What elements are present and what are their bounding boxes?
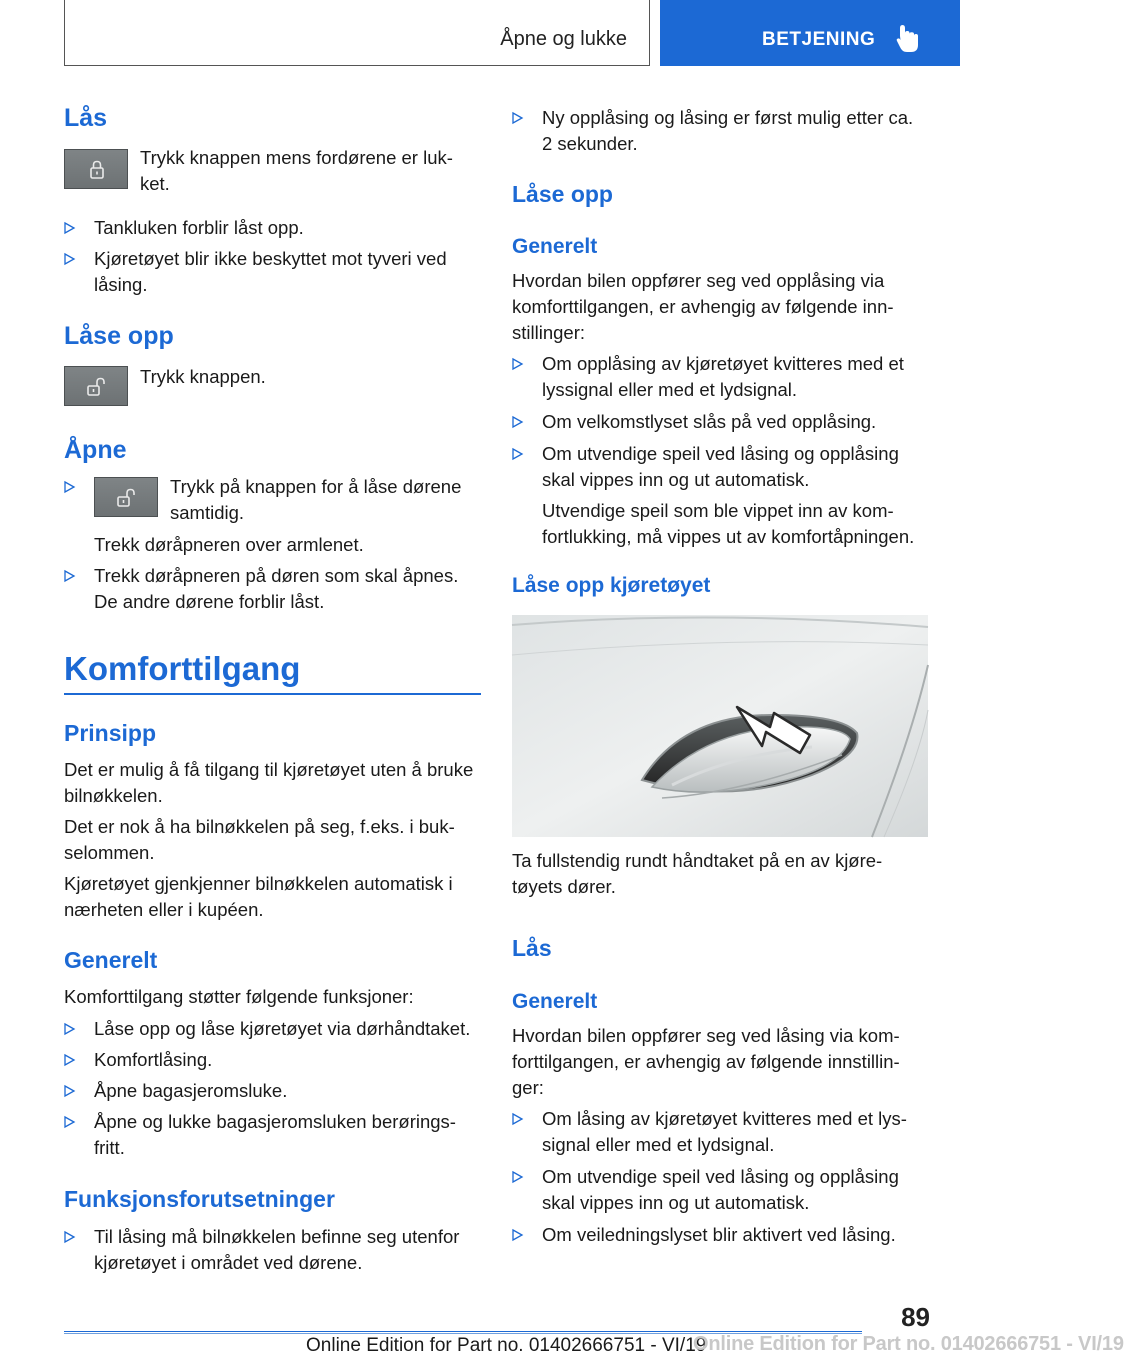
komforttilgang-heading: Komforttilgang bbox=[64, 650, 301, 687]
aapne-heading: Åpne bbox=[64, 436, 127, 464]
triangle-right-icon bbox=[512, 1229, 523, 1241]
generelt-text: Hvordan bilen oppfører seg ved opplåsing via komforttilgangen, er avhengig av følgende inn-stillinger: bbox=[512, 270, 894, 343]
unlock-button-image bbox=[64, 366, 128, 406]
triangle-right-icon bbox=[512, 112, 523, 124]
prinsipp-paragraph: Det er nok å ha bilnøkkelen på seg, f.eks. i buk-selommen. bbox=[64, 816, 455, 863]
lock-open-icon bbox=[85, 375, 109, 399]
door-handle-photo bbox=[512, 615, 928, 837]
triangle-right-icon bbox=[64, 1085, 75, 1097]
triangle-right-icon bbox=[512, 448, 523, 460]
prinsipp-paragraph: Det er mulig å få tilgang til kjøretøyet uten å bruke bilnøkkelen. bbox=[64, 759, 474, 806]
laase-opp-heading: Låse opp bbox=[64, 322, 174, 350]
laas-heading: Lås bbox=[64, 104, 108, 132]
generelt-heading: Generelt bbox=[512, 990, 598, 1013]
lock-button-image bbox=[64, 149, 128, 189]
triangle-right-icon bbox=[64, 253, 75, 265]
unlock-button-image bbox=[94, 477, 158, 517]
photo-caption: Ta fullstendig rundt håndtaket på en av kjøre-tøyets dører. bbox=[512, 850, 883, 897]
generelt-note: Utvendige speil som ble vippet inn av kom-fortlukking, må vippes ut av komfortåpningen. bbox=[542, 500, 915, 547]
triangle-right-icon bbox=[64, 222, 75, 234]
generelt-text: Komforttilgang støtter følgende funksjoner: bbox=[64, 986, 414, 1007]
triangle-right-icon bbox=[512, 1113, 523, 1125]
list-item-text: Tankluken forblir låst opp. bbox=[94, 217, 304, 238]
triangle-right-icon bbox=[512, 358, 523, 370]
generelt-heading: Generelt bbox=[64, 947, 158, 973]
pointing-hand-icon bbox=[896, 24, 922, 54]
laase-opp-heading: Låse opp bbox=[512, 181, 613, 207]
laas-text: Trykk knappen mens fordørene er luk-ket. bbox=[140, 147, 453, 194]
page-number: 89 bbox=[901, 1302, 930, 1332]
section-title-box bbox=[64, 0, 650, 66]
list-item-text: Ny opplåsing og låsing er først mulig etter ca. 2 sekunder. bbox=[542, 107, 914, 154]
triangle-right-icon bbox=[64, 1054, 75, 1066]
lock-closed-icon bbox=[85, 158, 109, 182]
laase-opp-kjoretoy-heading: Låse opp kjøretøyet bbox=[512, 574, 711, 597]
prinsipp-heading: Prinsipp bbox=[64, 720, 157, 746]
list-item-text: Om veiledningslyset blir aktivert ved låsing. bbox=[542, 1224, 896, 1245]
lock-open-icon bbox=[115, 486, 139, 510]
chapter-tab[interactable] bbox=[660, 0, 960, 66]
list-item-text: Til låsing må bilnøkkelen befinne seg utenfor kjøretøyet i området ved dørene. bbox=[94, 1226, 460, 1273]
footer-rule bbox=[64, 1331, 862, 1332]
list-item-text: Om låsing av kjøretøyet kvitteres med et lys-signal eller med et lydsignal. bbox=[542, 1108, 907, 1155]
triangle-right-icon bbox=[512, 416, 523, 428]
aapne-bullet1-text: Trykk på knappen for å låse dørene samtidig. bbox=[170, 476, 462, 523]
triangle-right-icon bbox=[512, 1171, 523, 1183]
funksjonsforutsetninger-heading: Funksjonsforutsetninger bbox=[64, 1186, 335, 1212]
list-item-text: Om utvendige speil ved låsing og opplåsing skal vippes inn og ut automatisk. bbox=[542, 1166, 899, 1213]
laase-opp-text: Trykk knappen. bbox=[140, 366, 266, 387]
generelt-text: Hvordan bilen oppfører seg ved låsing via kom-forttilgangen, er avhengig av følgende innstillin-ger: bbox=[512, 1025, 900, 1098]
section-title: Åpne og lukke bbox=[500, 28, 627, 50]
triangle-right-icon bbox=[64, 570, 75, 582]
list-item-text: Om velkomstlyset slås på ved opplåsing. bbox=[542, 411, 877, 432]
triangle-right-icon bbox=[64, 481, 75, 493]
list-item-text: Trekk døråpneren på døren som skal åpnes. De andre dørene forblir låst. bbox=[94, 565, 459, 612]
list-item-text: Komfortlåsing. bbox=[94, 1049, 213, 1070]
heading-rule bbox=[64, 693, 481, 695]
generelt-heading: Generelt bbox=[512, 235, 598, 258]
prinsipp-paragraph: Kjøretøyet gjenkjenner bilnøkkelen automatisk i nærheten eller i kupéen. bbox=[64, 873, 453, 920]
triangle-right-icon bbox=[64, 1023, 75, 1035]
list-item-text: Om opplåsing av kjøretøyet kvitteres med et lyssignal eller med et lydsignal. bbox=[542, 353, 904, 400]
aapne-bullet1-continuation: Trekk døråpneren over armlenet. bbox=[94, 534, 364, 555]
site-watermark: Online Edition for Part no. 01402666751 - VI/19 bbox=[693, 1333, 1124, 1355]
list-item-text: Om utvendige speil ved låsing og opplåsing skal vippes inn og ut automatisk. bbox=[542, 443, 899, 490]
list-item-text: Åpne bagasjeromsluke. bbox=[94, 1080, 288, 1101]
page-header bbox=[0, 0, 960, 66]
triangle-right-icon bbox=[64, 1116, 75, 1128]
list-item-text: Låse opp og låse kjøretøyet via dørhåndtaket. bbox=[94, 1018, 471, 1039]
list-item-text: Kjøretøyet blir ikke beskyttet mot tyveri ved låsing. bbox=[94, 248, 447, 295]
chapter-title: BETJENING bbox=[762, 29, 876, 50]
list-item-text: Åpne og lukke bagasjeromsluken berørings-fritt. bbox=[94, 1111, 456, 1158]
edition-text: Online Edition for Part no. 01402666751 - VI/19 bbox=[306, 1335, 707, 1356]
laas-heading: Lås bbox=[512, 935, 552, 961]
triangle-right-icon bbox=[64, 1231, 75, 1243]
